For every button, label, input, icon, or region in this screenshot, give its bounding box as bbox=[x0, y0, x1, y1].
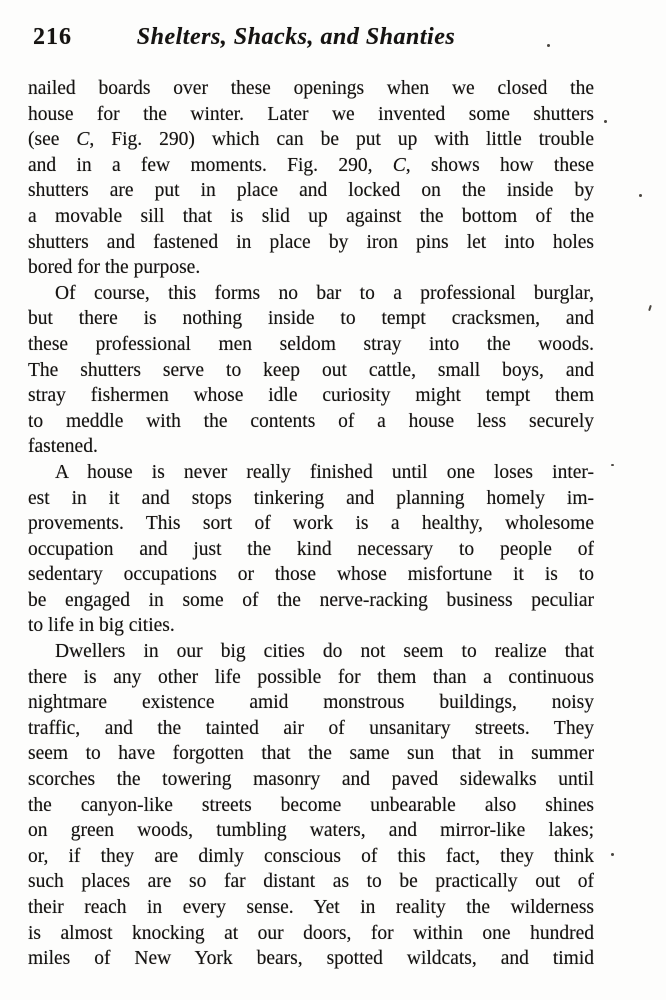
paragraph bbox=[28, 460, 594, 639]
text-line: these professional men seldom stray into the woods. bbox=[28, 333, 594, 355]
text-line: The shutters serve to keep out cattle, small boys, and bbox=[28, 359, 594, 381]
chapter-title: Shelters, Shacks, and Shanties bbox=[136, 24, 456, 50]
text-line: is almost knocking at our doors, for within one hundred bbox=[28, 922, 594, 944]
running-head bbox=[33, 24, 599, 52]
paragraph bbox=[28, 281, 594, 460]
scan-speck bbox=[611, 464, 614, 466]
text-line: sedentary occupations or those whose misfortune it is to bbox=[28, 564, 594, 586]
text-line: stray fishermen whose idle curiosity might tempt them bbox=[28, 385, 594, 407]
text-line: traffic, and the tainted air of unsanitary streets. They bbox=[28, 717, 594, 739]
text-line: on green woods, tumbling waters, and mirror-like lakes; bbox=[28, 820, 594, 842]
text-line: est in it and stops tinkering and planning homely im- bbox=[28, 487, 594, 509]
text-line: fastened. bbox=[28, 436, 98, 458]
text-line: house for the winter. Later we invented some shutters bbox=[28, 103, 594, 125]
text-line: and in a few moments. Fig. 290, C, shows how these bbox=[28, 154, 594, 176]
scan-speck bbox=[604, 120, 607, 123]
text-line: nightmare existence amid monstrous buildings, noisy bbox=[28, 692, 594, 714]
text-line: bored for the purpose. bbox=[28, 257, 201, 279]
paragraph bbox=[28, 76, 594, 281]
text-line: their reach in every sense. Yet in reality the wilderness bbox=[28, 897, 594, 918]
text-line: such places are so far distant as to be practically out of bbox=[28, 871, 594, 893]
text-line: the canyon-like streets become unbearable also shines bbox=[28, 794, 594, 816]
text-block bbox=[28, 76, 594, 972]
scan-speck bbox=[611, 853, 614, 856]
scan-speck bbox=[648, 305, 652, 311]
text-line: or, if they are dimly conscious of this fact, they think bbox=[28, 845, 594, 867]
text-line: be engaged in some of the nerve-racking business peculiar bbox=[28, 589, 594, 611]
scan-speck bbox=[639, 194, 642, 197]
page-number: 216 bbox=[33, 24, 72, 50]
text-line: Dwellers in our big cities do not seem to realize that bbox=[55, 641, 594, 663]
text-line: there is any other life possible for them than a continuous bbox=[28, 666, 594, 688]
text-line: a movable sill that is slid up against the bottom of the bbox=[28, 205, 594, 227]
text-line: to meddle with the contents of a house less securely bbox=[28, 410, 594, 432]
text-line: nailed boards over these openings when we closed the bbox=[28, 78, 594, 99]
text-line: (see C, Fig. 290) which can be put up with little trouble bbox=[28, 129, 594, 151]
scan-speck bbox=[547, 44, 550, 47]
text-line: Of course, this forms no bar to a professional burglar, bbox=[55, 282, 594, 304]
text-line: A house is never really finished until one loses inter- bbox=[55, 461, 594, 483]
text-line: scorches the towering masonry and paved sidewalks until bbox=[28, 769, 594, 791]
text-line: shutters are put in place and locked on the inside by bbox=[28, 180, 594, 202]
text-line: miles of New York bears, spotted wildcats, and timid bbox=[28, 948, 594, 970]
text-line: shutters and fastened in place by iron pins let into holes bbox=[28, 231, 594, 253]
text-line: occupation and just the kind necessary to people of bbox=[28, 538, 594, 560]
text-line: seem to have forgotten that the same sun that in summer bbox=[28, 743, 594, 765]
text-line: provements. This sort of work is a healthy, wholesome bbox=[28, 513, 594, 535]
text-line: to life in big cities. bbox=[28, 615, 175, 637]
text-line: but there is nothing inside to tempt cracksmen, and bbox=[28, 308, 594, 330]
paragraph bbox=[28, 639, 594, 972]
